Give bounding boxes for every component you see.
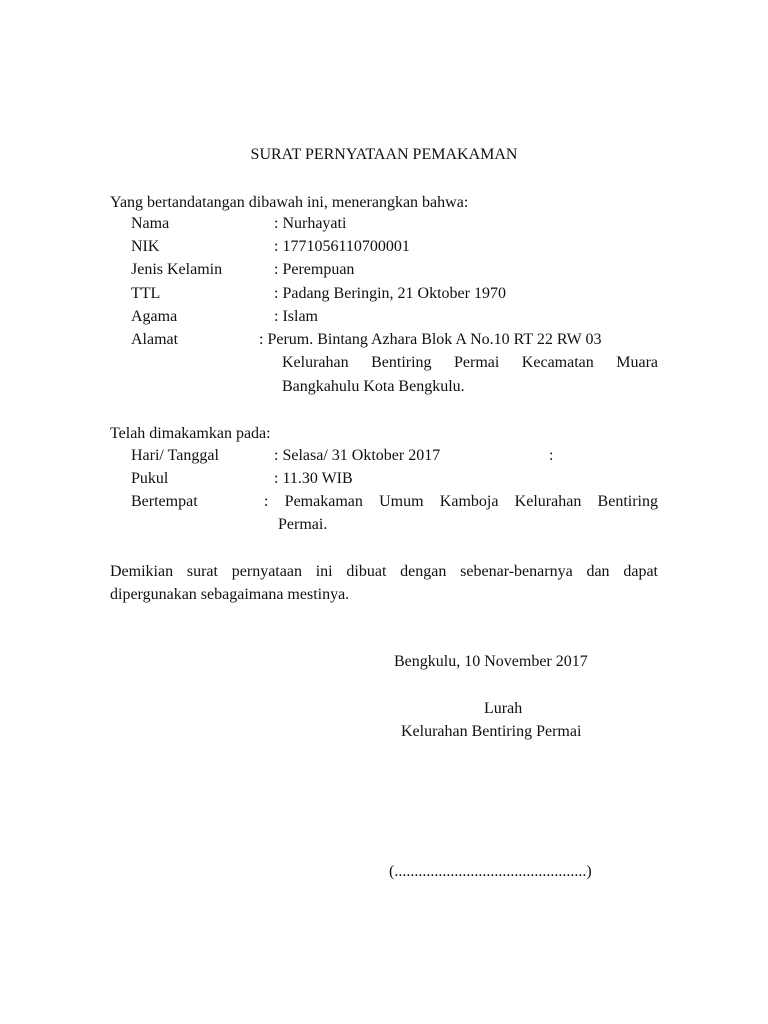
document-title: SURAT PERNYATAAN PEMAKAMAN (250, 146, 518, 163)
nama-label: Nama (131, 215, 170, 232)
signer-title: Lurah (484, 700, 523, 717)
agama-value: : Islam (274, 308, 318, 325)
pukul-label: Pukul (131, 470, 169, 487)
ttl-value: : Padang Beringin, 21 Oktober 1970 (274, 285, 506, 302)
bertempat-label: Bertempat (131, 493, 198, 510)
bertempat-line-1: : Pemakaman Umum Kamboja Kelurahan Bentiring (264, 493, 658, 510)
alamat-line-3: Bangkahulu Kota Bengkulu. (282, 378, 465, 395)
agama-label: Agama (131, 308, 178, 325)
closing-line-2: dipergunakan sebagaimana mestinya. (110, 586, 350, 603)
pukul-value: : 11.30 WIB (274, 470, 353, 487)
alamat-line-1: : Perum. Bintang Azhara Blok A No.10 RT 22 RW 03 (259, 331, 602, 348)
jenis-kelamin-value: : Perempuan (274, 261, 355, 278)
alamat-line-2: Kelurahan Bentiring Permai Kecamatan Muara (282, 354, 658, 371)
hari-tanggal-extra-colon: : (549, 447, 554, 464)
bertempat-line-2: Permai. (278, 516, 328, 533)
intro-text: Yang bertandatangan dibawah ini, menerangkan bahwa: (110, 194, 469, 211)
alamat-label: Alamat (131, 331, 179, 348)
signer-organization: Kelurahan Bentiring Permai (401, 723, 582, 740)
signature-placeholder: (................................................) (389, 863, 592, 880)
nama-value: : Nurhayati (274, 215, 347, 232)
jenis-kelamin-label: Jenis Kelamin (131, 261, 223, 278)
burial-intro: Telah dimakamkan pada: (110, 425, 271, 442)
hari-tanggal-label: Hari/ Tanggal (131, 447, 219, 464)
nik-value: : 1771056110700001 (274, 238, 410, 255)
place-date: Bengkulu, 10 November 2017 (394, 653, 588, 670)
closing-line-1: Demikian surat pernyataan ini dibuat dengan sebenar-benarnya dan dapat (110, 563, 658, 580)
nik-label: NIK (131, 238, 160, 255)
ttl-label: TTL (131, 285, 161, 302)
hari-tanggal-value: : Selasa/ 31 Oktober 2017 (274, 447, 441, 464)
